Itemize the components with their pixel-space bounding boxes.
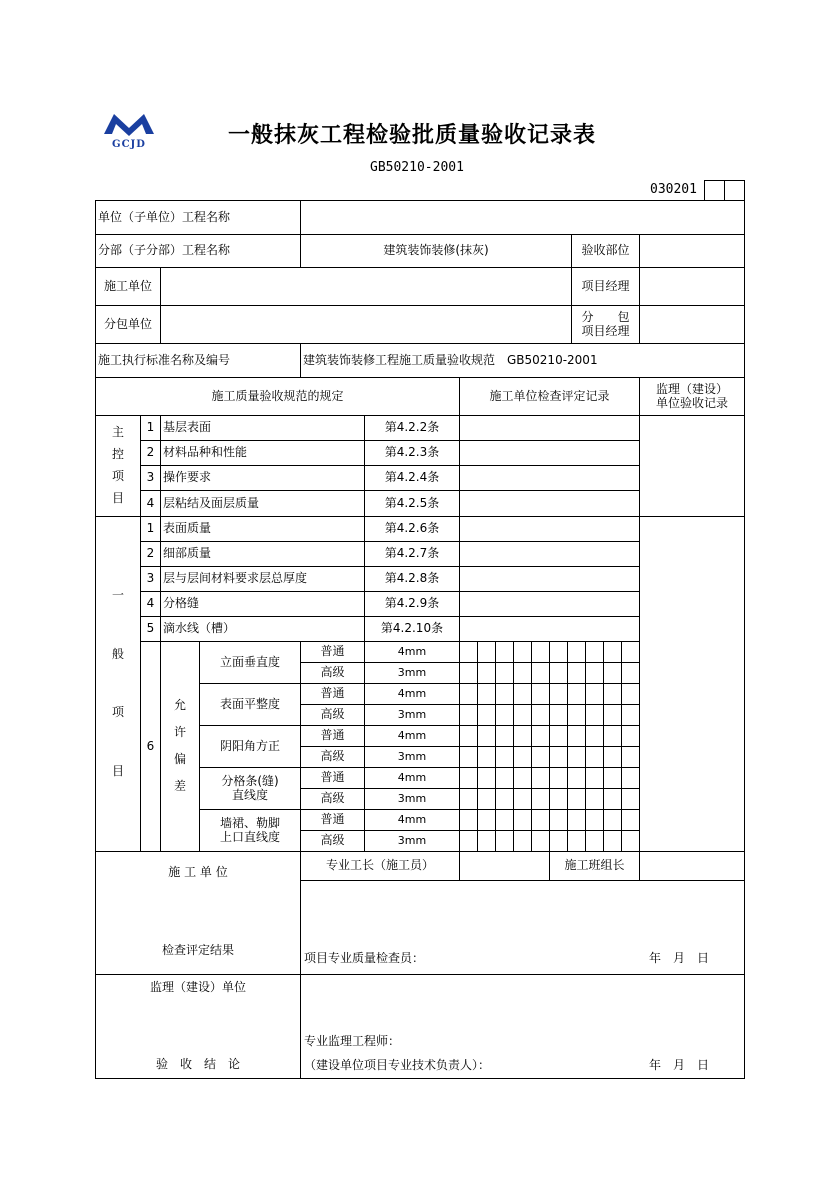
measurement-cell[interactable] bbox=[513, 830, 532, 852]
measurement-cell[interactable] bbox=[513, 704, 532, 726]
group-char: 目 bbox=[111, 491, 124, 506]
measurement-cell[interactable] bbox=[549, 641, 568, 663]
measurement-cell[interactable] bbox=[495, 704, 514, 726]
measurement-cell[interactable] bbox=[603, 683, 622, 705]
contractor-record-header: 施工单位检查评定记录 bbox=[459, 377, 640, 416]
measurement-cell[interactable] bbox=[567, 704, 586, 726]
foreman-label: 专业工长（施工员） bbox=[300, 851, 460, 881]
tolerance-name-line: 直线度 bbox=[231, 787, 268, 802]
general-item-number: 2 bbox=[140, 541, 161, 567]
group-char: 项 bbox=[111, 705, 124, 720]
general-item-clause: 第4.2.10条 bbox=[364, 616, 460, 642]
general-item-name: 滴水线（槽） bbox=[160, 616, 365, 642]
measurement-cell[interactable] bbox=[459, 830, 478, 852]
tolerance-value: 4mm bbox=[364, 767, 460, 789]
measurement-cell[interactable] bbox=[513, 641, 532, 663]
general-item-clause: 第4.2.7条 bbox=[364, 541, 460, 567]
measurement-cell[interactable] bbox=[603, 662, 622, 684]
measurement-cell[interactable] bbox=[603, 641, 622, 663]
measurement-cell[interactable] bbox=[477, 746, 496, 768]
measurement-cell[interactable] bbox=[621, 746, 640, 768]
measurement-cell[interactable] bbox=[531, 767, 550, 789]
measurement-cell[interactable] bbox=[459, 641, 478, 663]
general-item-record[interactable] bbox=[459, 541, 640, 567]
subcontractor-field[interactable] bbox=[160, 305, 572, 344]
inspector-label: 项目专业质量检查员： bbox=[304, 951, 425, 965]
measurement-cell[interactable] bbox=[531, 830, 550, 852]
foreman-field[interactable] bbox=[459, 851, 550, 881]
measurement-cell[interactable] bbox=[459, 788, 478, 810]
measurement-cell[interactable] bbox=[549, 683, 568, 705]
tolerance-grade: 普通 bbox=[300, 809, 365, 831]
measurement-cell[interactable] bbox=[585, 683, 604, 705]
tolerance-item-name bbox=[199, 641, 301, 684]
sub-name-label: 分部（子分部）工程名称 bbox=[95, 234, 301, 268]
general-item-clause: 第4.2.8条 bbox=[364, 566, 460, 592]
measurement-cell[interactable] bbox=[495, 830, 514, 852]
measurement-cell[interactable] bbox=[621, 683, 640, 705]
form-title: 一般抹灰工程检验批质量验收记录表 bbox=[228, 123, 597, 148]
tolerance-value: 4mm bbox=[364, 809, 460, 831]
measurement-cell[interactable] bbox=[567, 809, 586, 831]
main-item-clause: 第4.2.4条 bbox=[364, 465, 460, 491]
exec-standard-label: 施工执行标准名称及编号 bbox=[95, 343, 301, 378]
tolerance-item-name bbox=[199, 767, 301, 810]
engineer-label: 专业监理工程师： bbox=[304, 1034, 401, 1048]
measurement-cell[interactable] bbox=[477, 662, 496, 684]
unit-name-field[interactable] bbox=[300, 200, 745, 235]
main-item-name: 操作要求 bbox=[160, 465, 365, 491]
tolerance-name-line: 立面垂直度 bbox=[219, 654, 280, 669]
measurement-cell[interactable] bbox=[531, 662, 550, 684]
general-item-clause: 第4.2.6条 bbox=[364, 516, 460, 542]
measurement-cell[interactable] bbox=[549, 830, 568, 852]
general-item-record[interactable] bbox=[459, 516, 640, 542]
svg-text:GCJD: GCJD bbox=[112, 139, 146, 150]
code-box-1[interactable] bbox=[704, 180, 725, 201]
tolerance-name-line: 表面平整度 bbox=[219, 696, 280, 711]
measurement-cell[interactable] bbox=[495, 746, 514, 768]
main-item-number: 1 bbox=[140, 415, 161, 441]
measurement-cell[interactable] bbox=[621, 830, 640, 852]
measurement-cell[interactable] bbox=[603, 767, 622, 789]
tolerance-item-name bbox=[199, 683, 301, 726]
measurement-cell[interactable] bbox=[621, 767, 640, 789]
team-leader-field[interactable] bbox=[639, 851, 745, 881]
measurement-cell[interactable] bbox=[621, 662, 640, 684]
tolerance-name-line: 阴阳角方正 bbox=[219, 738, 280, 753]
main-supervisor-record[interactable] bbox=[639, 415, 745, 517]
general-item-record[interactable] bbox=[459, 591, 640, 617]
measurement-cell[interactable] bbox=[603, 746, 622, 768]
contractor-result-field[interactable] bbox=[300, 880, 745, 975]
tolerance-name-line: 墙裙、勒脚 bbox=[219, 815, 280, 830]
tolerance-char: 允 bbox=[173, 697, 186, 712]
tolerance-char: 差 bbox=[173, 779, 186, 794]
measurement-cell[interactable] bbox=[477, 767, 496, 789]
measurement-cell[interactable] bbox=[621, 809, 640, 831]
measurement-cell[interactable] bbox=[603, 788, 622, 810]
general-item-number: 1 bbox=[140, 516, 161, 542]
measurement-cell[interactable] bbox=[585, 704, 604, 726]
measurement-cell[interactable] bbox=[477, 830, 496, 852]
measurement-cell[interactable] bbox=[531, 746, 550, 768]
tolerance-number: 6 bbox=[140, 641, 161, 852]
measurement-cell[interactable] bbox=[603, 725, 622, 747]
acceptance-part-label: 验收部位 bbox=[571, 234, 640, 268]
general-item-record[interactable] bbox=[459, 566, 640, 592]
general-item-name: 层与层间材料要求层总厚度 bbox=[160, 566, 365, 592]
pm-label: 项目经理 bbox=[571, 267, 640, 306]
main-item-number: 4 bbox=[140, 490, 161, 517]
measurement-cell[interactable] bbox=[621, 725, 640, 747]
measurement-cell[interactable] bbox=[495, 725, 514, 747]
tolerance-value: 3mm bbox=[364, 704, 460, 726]
tolerance-value: 3mm bbox=[364, 746, 460, 768]
contractor-field[interactable] bbox=[160, 267, 572, 306]
main-item-record[interactable] bbox=[459, 440, 640, 466]
measurement-cell[interactable] bbox=[567, 725, 586, 747]
measurement-cell[interactable] bbox=[459, 683, 478, 705]
measurement-cell[interactable] bbox=[531, 641, 550, 663]
pm-field[interactable] bbox=[639, 267, 745, 306]
measurement-cell[interactable] bbox=[585, 809, 604, 831]
general-item-number: 3 bbox=[140, 566, 161, 592]
supervisor-header-line1: 监理（建设） bbox=[655, 381, 728, 396]
tolerance-grade: 普通 bbox=[300, 683, 365, 705]
sub-name-value[interactable]: 建筑装饰装修(抹灰) bbox=[300, 234, 572, 268]
measurement-cell[interactable] bbox=[531, 788, 550, 810]
measurement-cell[interactable] bbox=[513, 809, 532, 831]
subcontractor-label: 分包单位 bbox=[95, 305, 161, 344]
tolerance-item-name bbox=[199, 809, 301, 852]
measurement-cell[interactable] bbox=[549, 788, 568, 810]
measurement-cell[interactable] bbox=[459, 767, 478, 789]
measurement-cell[interactable] bbox=[459, 809, 478, 831]
measurement-cell[interactable] bbox=[567, 641, 586, 663]
code-box-2[interactable] bbox=[724, 180, 745, 201]
general-item-number: 4 bbox=[140, 591, 161, 617]
tolerance-value: 3mm bbox=[364, 788, 460, 810]
main-item-clause: 第4.2.2条 bbox=[364, 415, 460, 441]
gcjd-logo bbox=[100, 110, 158, 150]
tolerance-value: 3mm bbox=[364, 830, 460, 852]
measurement-cell[interactable] bbox=[459, 662, 478, 684]
group-char: 般 bbox=[111, 646, 124, 661]
contractor-unit-label: 施 工 单 位 bbox=[168, 865, 228, 879]
tolerance-item-name bbox=[199, 725, 301, 768]
tolerance-grade: 普通 bbox=[300, 641, 365, 663]
measurement-cell[interactable] bbox=[585, 725, 604, 747]
measurement-cell[interactable] bbox=[477, 683, 496, 705]
sub-pm-field[interactable] bbox=[639, 305, 745, 344]
measurement-cell[interactable] bbox=[549, 809, 568, 831]
main-item-name: 材料品种和性能 bbox=[160, 440, 365, 466]
measurement-cell[interactable] bbox=[495, 788, 514, 810]
tolerance-grade: 高级 bbox=[300, 662, 365, 684]
measurement-cell[interactable] bbox=[513, 746, 532, 768]
general-supervisor-record[interactable] bbox=[639, 516, 745, 852]
main-item-clause: 第4.2.5条 bbox=[364, 490, 460, 517]
group-char: 控 bbox=[111, 447, 124, 462]
tolerance-grade: 普通 bbox=[300, 725, 365, 747]
general-item-name: 分格缝 bbox=[160, 591, 365, 617]
spec-header: 施工质量验收规范的规定 bbox=[95, 377, 460, 416]
main-item-record[interactable] bbox=[459, 465, 640, 491]
supervisor-record-header bbox=[639, 377, 745, 416]
date-label: 年 月 日 bbox=[649, 951, 710, 965]
measurement-cell[interactable] bbox=[603, 809, 622, 831]
measurement-cell[interactable] bbox=[513, 788, 532, 810]
measurement-cell[interactable] bbox=[459, 704, 478, 726]
measurement-cell[interactable] bbox=[567, 746, 586, 768]
team-leader-label: 施工班组长 bbox=[549, 851, 640, 881]
measurement-cell[interactable] bbox=[513, 683, 532, 705]
tolerance-value: 4mm bbox=[364, 641, 460, 663]
supervisor-conclusion-field[interactable] bbox=[300, 974, 745, 1079]
measurement-cell[interactable] bbox=[495, 662, 514, 684]
main-item-record[interactable] bbox=[459, 415, 640, 441]
measurement-cell[interactable] bbox=[567, 767, 586, 789]
measurement-cell[interactable] bbox=[585, 767, 604, 789]
tolerance-value: 4mm bbox=[364, 725, 460, 747]
conclusion-label: 验 收 结 论 bbox=[155, 1057, 240, 1072]
contractor-label: 施工单位 bbox=[95, 267, 161, 306]
tolerance-grade: 高级 bbox=[300, 704, 365, 726]
date-label: 年 月 日 bbox=[649, 1058, 710, 1072]
measurement-cell[interactable] bbox=[531, 683, 550, 705]
form-code: 030201 bbox=[650, 182, 697, 197]
measurement-cell[interactable] bbox=[567, 788, 586, 810]
exec-standard-value[interactable]: 建筑装饰装修工程施工质量验收规范 GB50210-2001 bbox=[300, 343, 745, 378]
measurement-cell[interactable] bbox=[549, 704, 568, 726]
check-result-label: 检查评定结果 bbox=[161, 943, 234, 958]
measurement-cell[interactable] bbox=[531, 725, 550, 747]
supervisor-header-line2: 单位验收记录 bbox=[655, 395, 728, 410]
measurement-cell[interactable] bbox=[477, 725, 496, 747]
measurement-cell[interactable] bbox=[585, 662, 604, 684]
tolerance-char: 偏 bbox=[173, 752, 186, 767]
measurement-cell[interactable] bbox=[621, 788, 640, 810]
tolerance-grade: 高级 bbox=[300, 830, 365, 852]
supervisor-unit-label: 监理（建设）单位 bbox=[149, 980, 246, 994]
measurement-cell[interactable] bbox=[495, 683, 514, 705]
measurement-cell[interactable] bbox=[585, 830, 604, 852]
measurement-cell[interactable] bbox=[513, 767, 532, 789]
measurement-cell[interactable] bbox=[513, 725, 532, 747]
measurement-cell[interactable] bbox=[459, 746, 478, 768]
tolerance-grade: 高级 bbox=[300, 746, 365, 768]
measurement-cell[interactable] bbox=[477, 809, 496, 831]
group-char: 一 bbox=[111, 588, 124, 603]
main-item-number: 2 bbox=[140, 440, 161, 466]
measurement-cell[interactable] bbox=[621, 641, 640, 663]
acceptance-part-field[interactable] bbox=[639, 234, 745, 268]
measurement-cell[interactable] bbox=[531, 704, 550, 726]
measurement-cell[interactable] bbox=[585, 746, 604, 768]
measurement-cell[interactable] bbox=[513, 662, 532, 684]
tolerance-grade: 高级 bbox=[300, 788, 365, 810]
sub-pm-label-line1: 分 包 bbox=[581, 309, 630, 324]
measurement-cell[interactable] bbox=[495, 641, 514, 663]
group-char: 项 bbox=[111, 469, 124, 484]
measurement-cell[interactable] bbox=[567, 662, 586, 684]
measurement-cell[interactable] bbox=[621, 704, 640, 726]
measurement-cell[interactable] bbox=[603, 704, 622, 726]
sub-pm-label-line2: 项目经理 bbox=[581, 323, 630, 338]
measurement-cell[interactable] bbox=[549, 767, 568, 789]
general-item-name: 表面质量 bbox=[160, 516, 365, 542]
general-item-number: 5 bbox=[140, 616, 161, 642]
general-group-label bbox=[95, 516, 141, 852]
measurement-cell[interactable] bbox=[477, 704, 496, 726]
supervisor-conclusion-label bbox=[95, 974, 301, 1079]
measurement-cell[interactable] bbox=[603, 830, 622, 852]
main-item-name: 基层表面 bbox=[160, 415, 365, 441]
general-item-clause: 第4.2.9条 bbox=[364, 591, 460, 617]
measurement-cell[interactable] bbox=[477, 788, 496, 810]
group-char: 主 bbox=[111, 425, 124, 440]
tolerance-char: 许 bbox=[173, 724, 186, 739]
main-item-number: 3 bbox=[140, 465, 161, 491]
main-item-record[interactable] bbox=[459, 490, 640, 517]
tolerance-grade: 普通 bbox=[300, 767, 365, 789]
measurement-cell[interactable] bbox=[585, 788, 604, 810]
measurement-cell[interactable] bbox=[477, 641, 496, 663]
measurement-cell[interactable] bbox=[459, 725, 478, 747]
measurement-cell[interactable] bbox=[495, 767, 514, 789]
unit-name-label: 单位（子单位）工程名称 bbox=[95, 200, 301, 235]
measurement-cell[interactable] bbox=[549, 746, 568, 768]
main-control-group-label bbox=[95, 415, 141, 517]
measurement-cell[interactable] bbox=[549, 725, 568, 747]
measurement-cell[interactable] bbox=[495, 809, 514, 831]
general-item-record[interactable] bbox=[459, 616, 640, 642]
main-item-name: 层粘结及面层质量 bbox=[160, 490, 365, 517]
tolerance-value: 4mm bbox=[364, 683, 460, 705]
contractor-result-label bbox=[95, 851, 301, 975]
sub-pm-label bbox=[571, 305, 640, 344]
tolerance-name-line: 分格条(缝) bbox=[221, 773, 279, 788]
measurement-cell[interactable] bbox=[549, 662, 568, 684]
measurement-cell[interactable] bbox=[567, 683, 586, 705]
tolerance-name-line: 上口直线度 bbox=[219, 829, 280, 844]
group-char: 目 bbox=[111, 763, 124, 778]
standard-code: GB50210-2001 bbox=[370, 160, 464, 175]
main-item-clause: 第4.2.3条 bbox=[364, 440, 460, 466]
tolerance-label bbox=[160, 641, 200, 852]
measurement-cell[interactable] bbox=[531, 809, 550, 831]
measurement-cell[interactable] bbox=[567, 830, 586, 852]
general-item-name: 细部质量 bbox=[160, 541, 365, 567]
measurement-cell[interactable] bbox=[585, 641, 604, 663]
tolerance-value: 3mm bbox=[364, 662, 460, 684]
owner-rep-label: （建设单位项目专业技术负责人）： bbox=[304, 1058, 491, 1072]
